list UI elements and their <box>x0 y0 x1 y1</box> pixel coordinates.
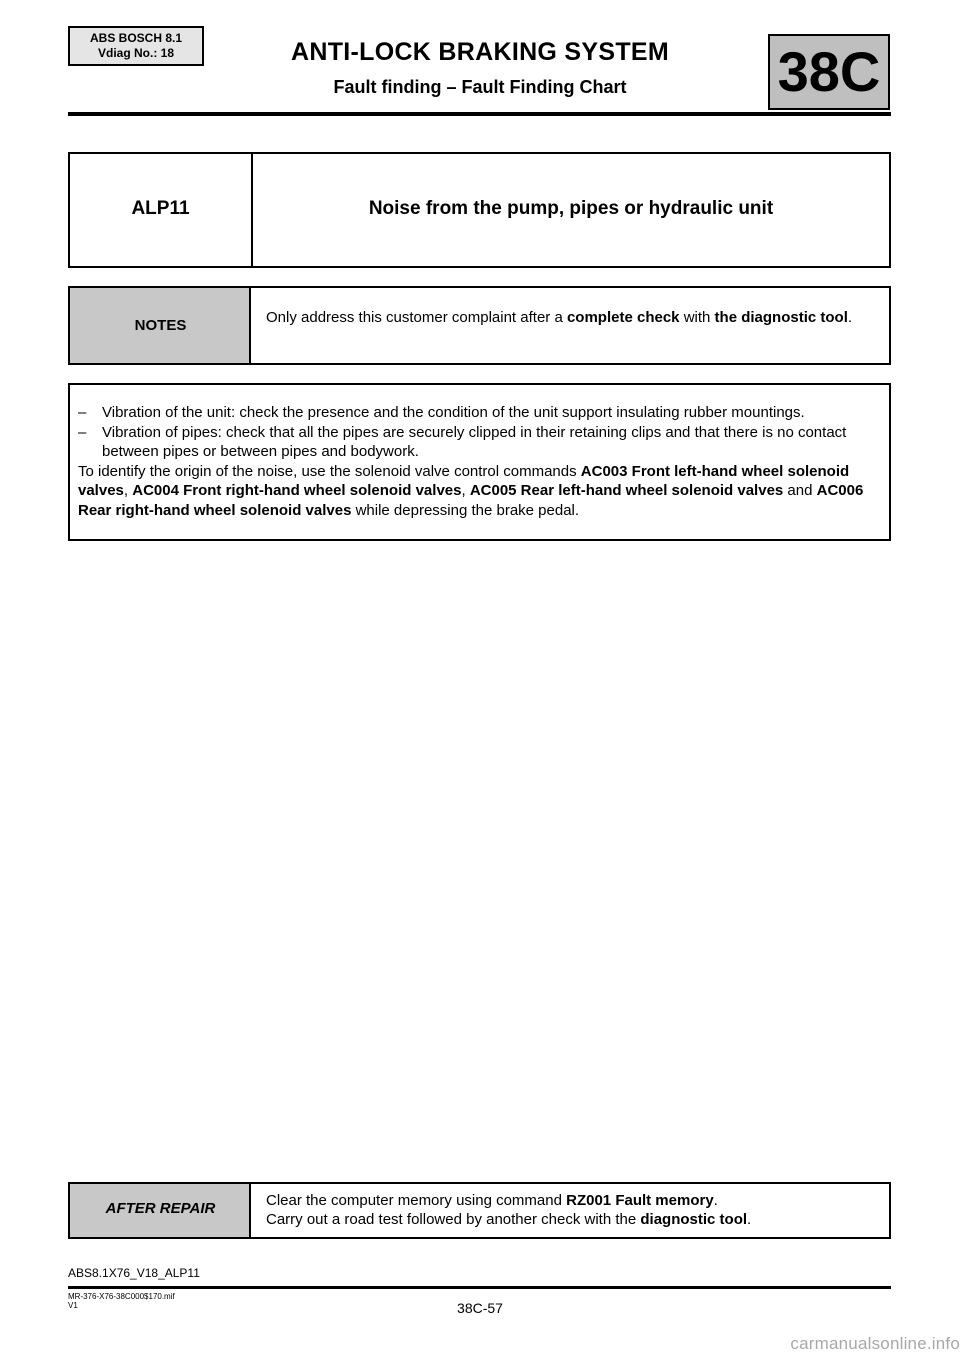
procedure-box <box>68 383 891 541</box>
after-repair-text <box>266 1191 876 1229</box>
procedure-text-part: while depressing the brake pedal. <box>351 501 580 519</box>
procedure-separator: , <box>461 482 470 499</box>
procedure-item <box>78 423 886 462</box>
command-ac006: AC006 Rear right-hand wheel solenoid valves <box>78 482 864 519</box>
procedure-separator: and <box>783 482 817 499</box>
after-repair-line <box>266 1210 876 1229</box>
notes-text-part: Only address this customer complaint after a <box>266 309 567 326</box>
vdiag-label: Vdiag No.: 18 <box>97 46 174 60</box>
notes-box <box>68 286 891 365</box>
page-title: ANTI-LOCK BRAKING SYSTEM <box>290 38 670 66</box>
procedure-item-text: Vibration of the unit: check the presence and the condition of the unit support insulating rubber mountings. <box>102 404 805 421</box>
footer-divider <box>68 1286 891 1289</box>
after-repair-label: AFTER REPAIR <box>105 1200 216 1217</box>
procedure-paragraph <box>78 462 886 521</box>
notes-text <box>266 308 876 328</box>
notes-label: NOTES <box>134 317 187 334</box>
section-code-badge: 38C <box>768 34 890 110</box>
page-subtitle: Fault finding – Fault Finding Chart <box>333 77 627 97</box>
notes-bold-diagnostic-tool: the diagnostic tool <box>714 309 848 326</box>
after-repair-text-part: . <box>747 1211 752 1228</box>
after-repair-text-part: Carry out a road test followed by another check with the <box>266 1211 641 1228</box>
document-reference: ABS8.1X76_V18_ALP11 <box>68 1266 200 1280</box>
notes-text-part: with <box>679 309 715 326</box>
command-ac005: AC005 Rear left-hand wheel solenoid valves <box>469 482 784 499</box>
dash-bullet: – <box>78 404 87 421</box>
vehicle-info-box <box>68 26 204 66</box>
alp-code: ALP11 <box>131 198 190 219</box>
version-label: V1 <box>68 1301 78 1310</box>
fault-title-box <box>68 152 891 268</box>
after-repair-text-part: . <box>713 1192 718 1209</box>
watermark: carmanualsonline.info <box>790 1334 960 1353</box>
file-reference <box>68 1292 175 1310</box>
after-repair-box <box>68 1182 891 1239</box>
vehicle-system-label: ABS BOSCH 8.1 <box>89 31 183 45</box>
alp-title: Noise from the pump, pipes or hydraulic unit <box>368 198 774 219</box>
header-divider <box>68 112 891 116</box>
after-repair-bold-diagnostic-tool: diagnostic tool <box>640 1211 748 1228</box>
command-rz001: RZ001 Fault memory <box>566 1192 714 1209</box>
procedure-item <box>78 403 886 423</box>
procedure-text <box>78 403 886 520</box>
dash-bullet: – <box>78 423 87 441</box>
notes-bold-complete-check: complete check <box>566 309 680 326</box>
command-ac004: AC004 Front right-hand wheel solenoid valves <box>132 482 462 499</box>
procedure-item-text: Vibration of pipes: check that all the pipes are securely clipped in their retaining clips and that there is no contact between pipes or between pipes and bodywork. <box>102 423 847 460</box>
file-name: MR-376-X76-38C000$170.mif <box>68 1292 175 1301</box>
page-number: 38C-57 <box>457 1300 503 1316</box>
command-ac003: AC003 Front left-hand wheel solenoid valves <box>78 462 850 499</box>
procedure-separator: , <box>123 482 133 499</box>
notes-text-part: . <box>847 309 853 326</box>
procedure-text-part: To identify the origin of the noise, use the solenoid valve control commands <box>78 462 581 480</box>
after-repair-line <box>266 1191 876 1210</box>
after-repair-text-part: Clear the computer memory using command <box>266 1192 567 1209</box>
